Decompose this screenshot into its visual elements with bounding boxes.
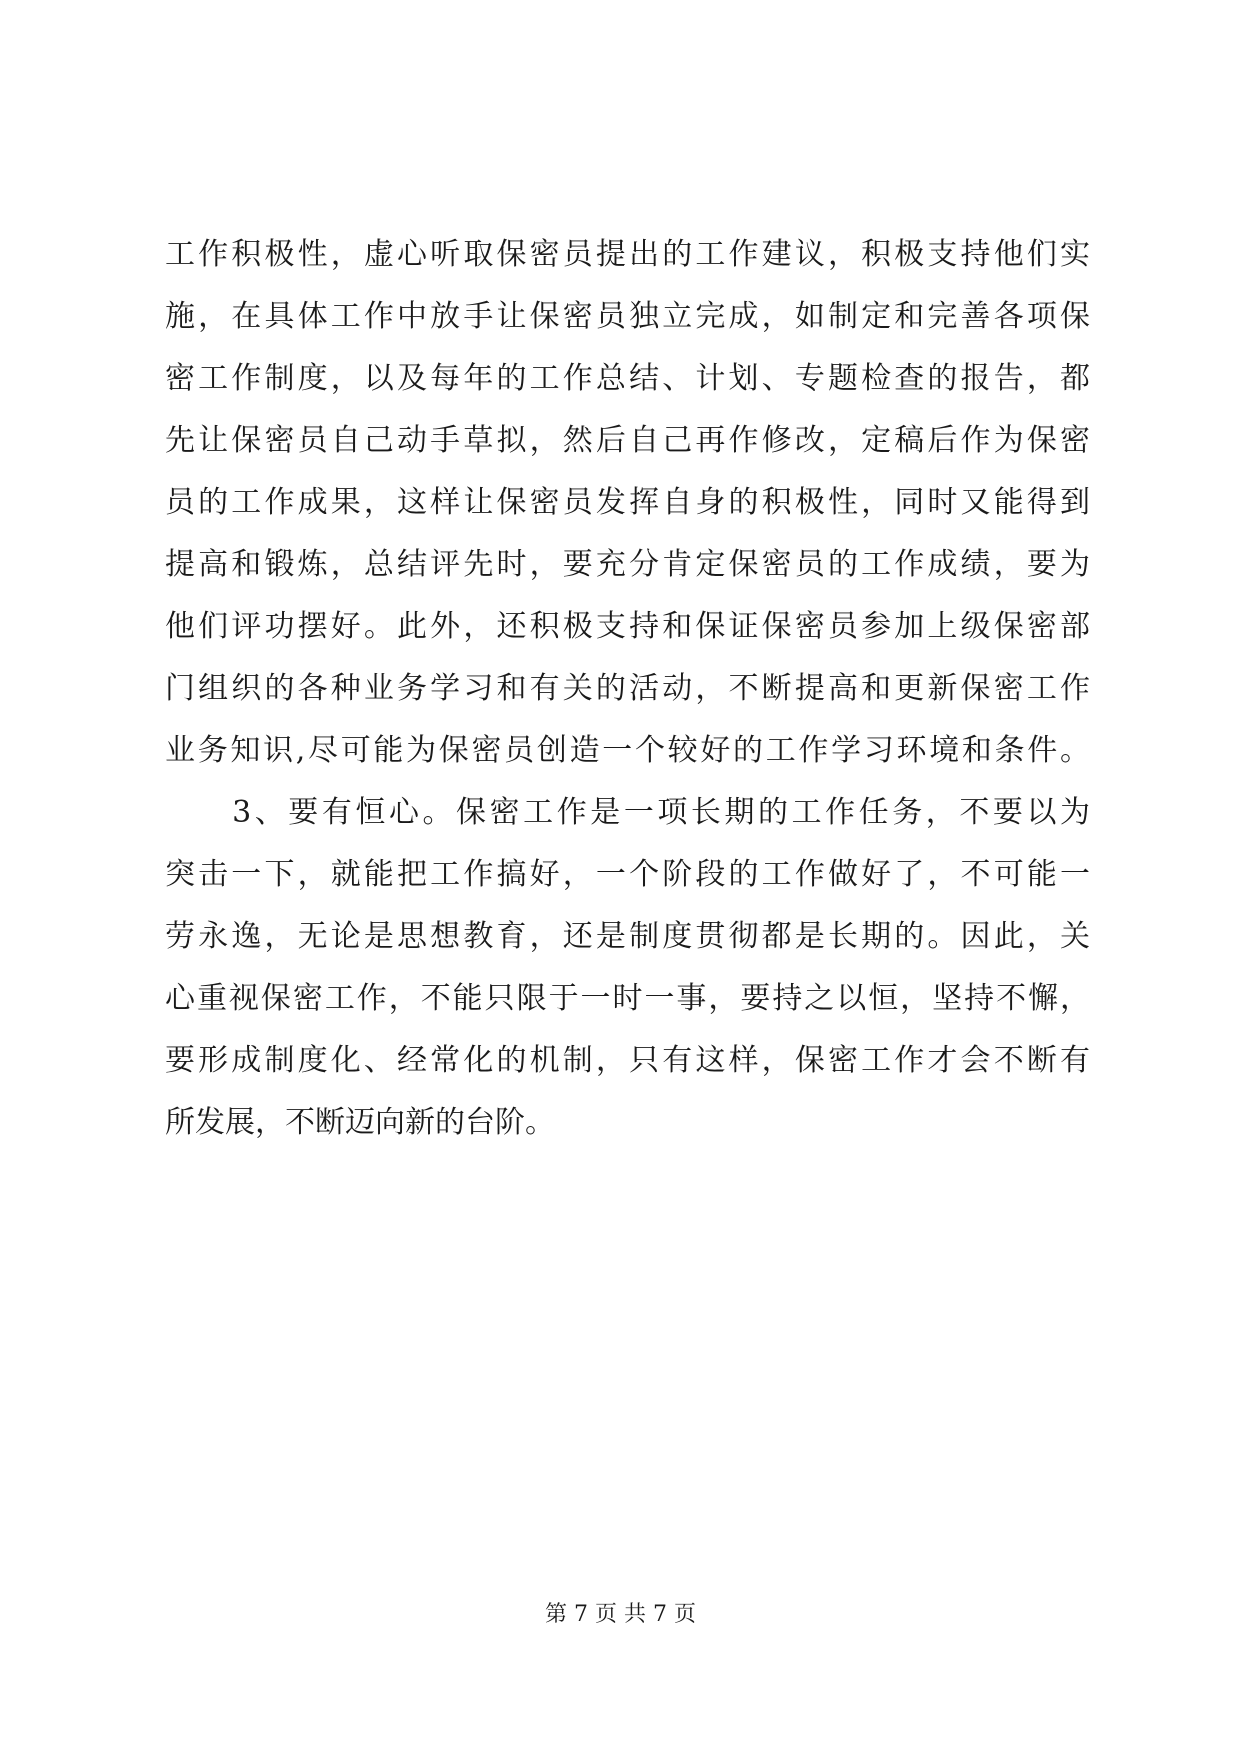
text-line-14: 要形成制度化、经常化的机制，只有这样，保密工作才会不断有 [165,1043,1090,1078]
body-text [165,224,1090,1154]
text-line-12: 劳永逸，无论是思想教育，还是制度贯彻都是长期的。因此，关 [165,919,1090,954]
text-line-13: 心重视保密工作，不能只限于一时一事，要持之以恒，坚持不懈， [165,981,1090,1016]
text-line-7: 他们评功摆好。此外，还积极支持和保证保密员参加上级保密部 [165,609,1090,644]
text-line-2: 施，在具体工作中放手让保密员独立完成，如制定和完善各项保 [165,299,1090,334]
page-footer: 第 7 页 共 7 页 [545,1602,696,1627]
text-line-10: 3、要有恒心。保密工作是一项长期的工作任务，不要以为 [165,795,1090,830]
text-line-9: 业务知识,尽可能为保密员创造一个较好的工作学习环境和条件。 [165,733,1090,768]
text-line-6: 提高和锻炼，总结评先时，要充分肯定保密员的工作成绩，要为 [165,547,1090,582]
text-line-11: 突击一下，就能把工作搞好，一个阶段的工作做好了，不可能一 [165,857,1090,892]
text-line-4: 先让保密员自己动手草拟，然后自己再作修改，定稿后作为保密 [165,423,1090,458]
text-line-1: 工作积极性，虚心听取保密员提出的工作建议，积极支持他们实 [165,237,1090,272]
text-line-3: 密工作制度，以及每年的工作总结、计划、专题检查的报告，都 [165,361,1090,396]
text-line-5: 员的工作成果，这样让保密员发挥自身的积极性，同时又能得到 [165,485,1090,520]
text-line-15: 所发展，不断迈向新的台阶。 [165,1105,555,1140]
text-line-8: 门组织的各种业务学习和有关的活动，不断提高和更新保密工作 [165,671,1090,706]
